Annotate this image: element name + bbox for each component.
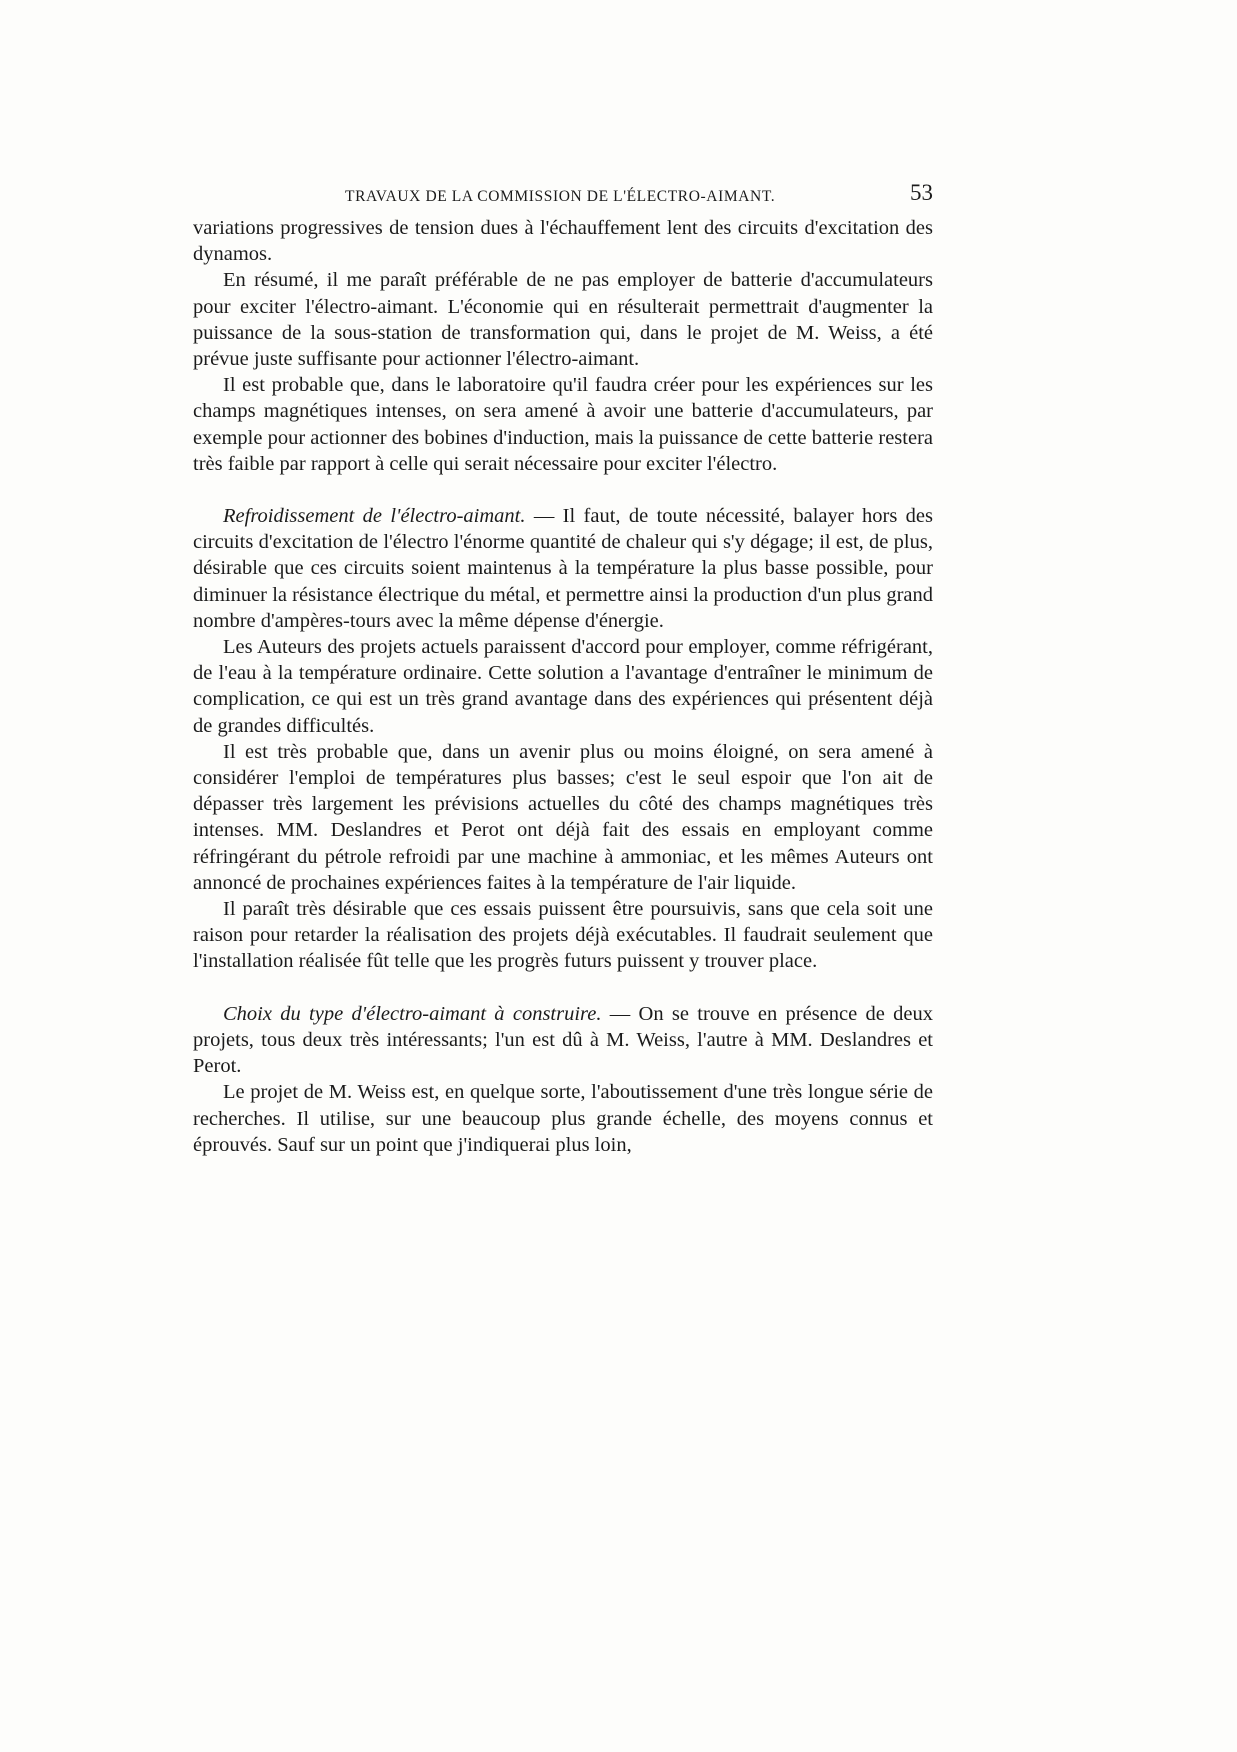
paragraph: variations progressives de tension dues à l'échauffement lent des circuits d'excitation des dynamos.	[193, 217, 933, 266]
paragraph: Le projet de M. Weiss est, en quelque sorte, l'aboutissement d'une très longue série de recherches. Il utilise, sur une beaucoup plus grande échelle, des moyens connus et éprouvés. Sauf sur un point que j'indiquerai plus loin,	[193, 1081, 933, 1156]
paragraph: Il paraît très désirable que ces essais puissent être poursuivis, sans que cela soit une raison pour retarder la réalisation des projets déjà exécutables. Il faudrait seulement que l'installation réalisée fût telle que les progrès futurs puissent y trouver place.	[193, 898, 933, 973]
paragraph: Il est très probable que, dans un avenir plus ou moins éloigné, on sera amené à considérer l'emploi de températures plus basses; c'est le seul espoir que l'on ait de dépasser très largement les prévisions actuelles du côté des champs magnétiques très intenses. MM. Deslandres et Perot ont déjà fait des essais en employant comme réfringérant du pétrole refroidi par une machine à ammoniac, et les mêmes Auteurs ont annoncé de prochaines expériences faites à la température de l'air liquide.	[193, 740, 933, 894]
paragraph: Il est probable que, dans le laboratoire qu'il faudra créer pour les expériences sur les champs magnétiques intenses, on sera amené à avoir une batterie d'accumulateurs, par exemple pour actionner des bobines d'induction, mais la puissance de cette batterie restera très faible par rapport à celle qui serait nécessaire pour exciter l'électro.	[193, 374, 933, 475]
section-heading: Choix du type d'électro-aimant à construire.	[223, 1002, 602, 1025]
paragraph: En résumé, il me paraît préférable de ne pas employer de batterie d'accumulateurs pour exciter l'électro-aimant. L'économie qui en résulterait permettrait d'augmenter la puissance de la sous-station de transformation qui, dans le projet de M. Weiss, a été prévue juste suffisante pour actionner l'électro-aimant.	[193, 269, 933, 371]
running-title: TRAVAUX DE LA COMMISSION DE L'ÉLECTRO-AIMANT.	[345, 188, 776, 205]
body-text	[193, 215, 933, 1158]
section-heading: Refroidissement de l'électro-aimant.	[223, 505, 526, 528]
paragraph: Les Auteurs des projets actuels paraissent d'accord pour employer, comme réfrigérant, de l'eau à la température ordinaire. Cette solution a l'avantage d'entraîner le minimum de complication, ce qui est un très grand avantage dans des expériences qui présentent déjà de grandes difficultés.	[193, 636, 933, 737]
section-refroidissement: Refroidissement de l'électro-aimant. — Il faut, de toute nécessité, balayer hors des circuits d'excitation de l'électro l'énorme quantité de chaleur qui s'y dégage; il est, de plus, désirable que ces circuits soient maintenus à la température la plus basse possible, pour diminuer la résistance électrique du métal, et permettre ainsi la production d'un plus grand nombre d'ampères-tours avec la même dépense d'énergie.	[193, 505, 933, 632]
page-header	[193, 180, 933, 210]
section-choix-du-type: Choix du type d'électro-aimant à construire. — On se trouve en présence de deux projets, tous deux très intéressants; l'un est dû à M. Weiss, l'autre à MM. Deslandres et Perot.	[193, 1002, 934, 1078]
page-number: 53	[910, 180, 933, 205]
